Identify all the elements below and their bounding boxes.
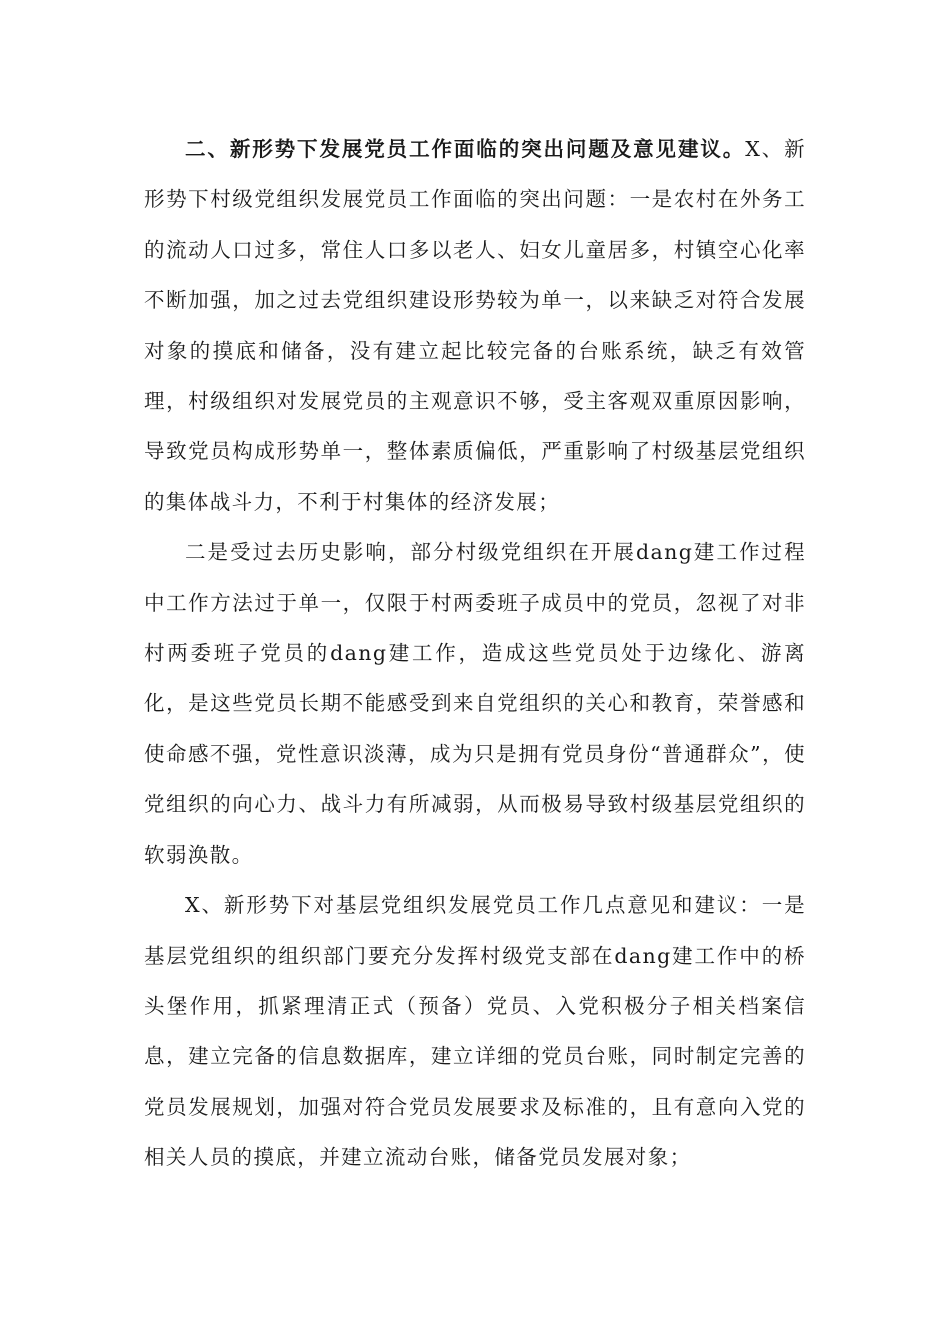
- paragraph-3: X、新形势下对基层党组织发展党员工作几点意见和建议：一是基层党组织的组织部门要充分发挥村级党支部在dang建工作中的桥头堡作用，抓紧理清正式（预备）党员、入党积极分子相关档案信息，建立完备的信息数据库，建立详细的党员台账，同时制定完善的党员发展规划，加强对符合党员发展要求及标准的，且有意向入党的相关人员的摸底，并建立流动台账，储备党员发展对象；: [144, 893, 806, 1170]
- document-body: [144, 124, 806, 1183]
- paragraph-1-text: X、新形势下村级党组织发展党员工作面临的突出问题：一是农村在外务工的流动人口过多，常住人口多以老人、妇女儿童居多，村镇空心化率不断加强，加之过去党组织建设形势较为单一，以来缺乏对符合发展对象的摸底和储备，没有建立起比较完备的台账系统，缺乏有效管理，村级组织对发展党员的主观意识不够，受主客观双重原因影响，导致党员构成形势单一，整体素质偏低，严重影响了村级基层党组织的集体战斗力，不利于村集体的经济发展；: [144, 137, 806, 514]
- paragraph-1: [144, 124, 806, 527]
- paragraph-2: 二是受过去历史影响，部分村级党组织在开展dang建工作过程中工作方法过于单一，仅限于村两委班子成员中的党员，忽视了对非村两委班子党员的dang建工作，造成这些党员处于边缘化、游离化，是这些党员长期不能感受到来自党组织的关心和教育，荣誉感和使命感不强，党性意识淡薄，成为只是拥有党员身份“普通群众”，使党组织的向心力、战斗力有所减弱，从而极易导致村级基层党组织的软弱涣散。: [144, 540, 806, 867]
- section-heading: 二、新形势下发展党员工作面临的突出问题及意见建议。: [185, 137, 746, 161]
